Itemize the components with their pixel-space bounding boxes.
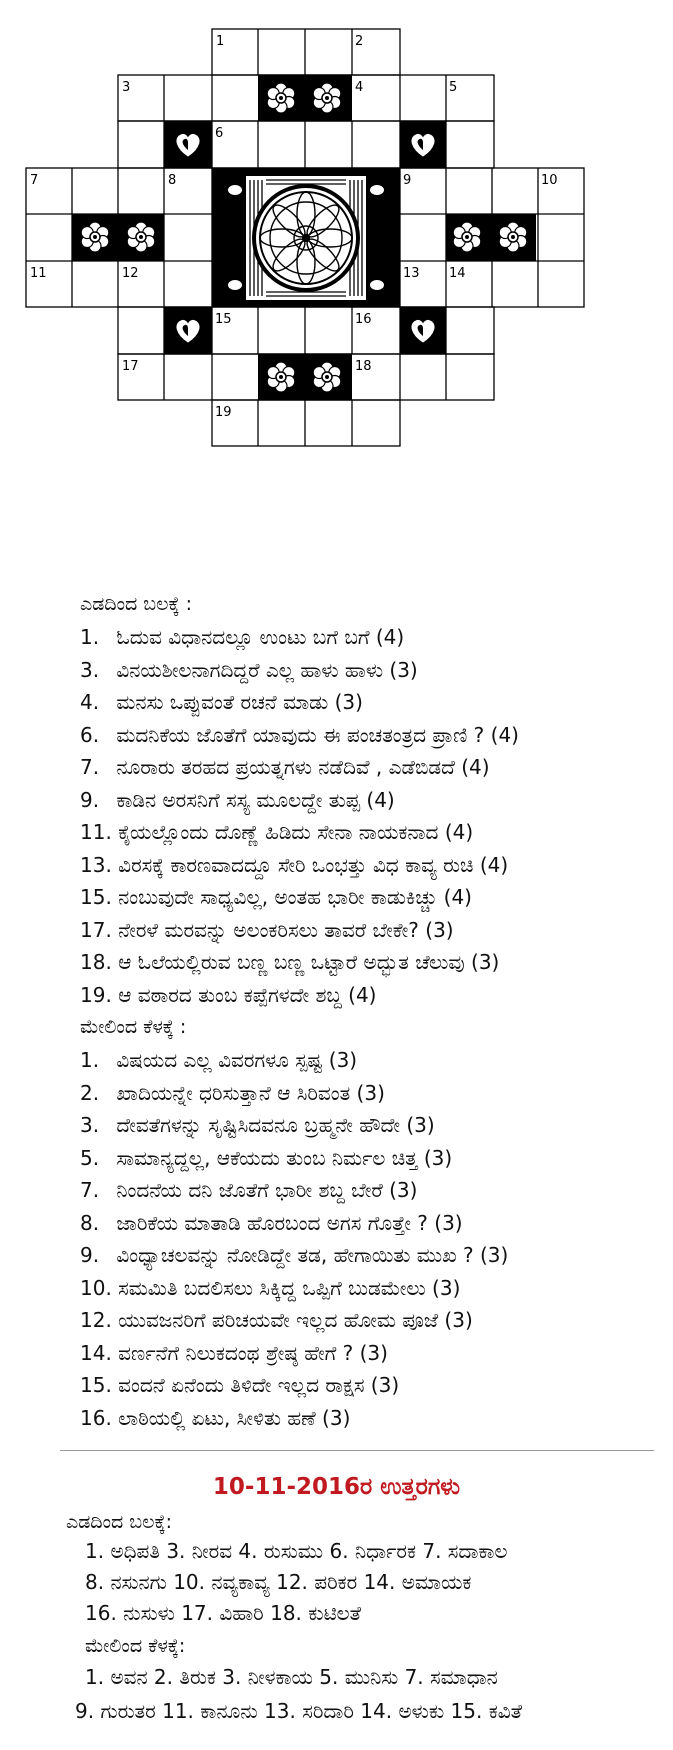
answers-line: 1. ಅಧಿಪತಿ 3. ನೀರವ 4. ರುಸುಮು 6. ನಿರ್ಧಾರಕ 7. ಸದಾಕಾಲ — [85, 1539, 508, 1563]
cell-number-2: 2 — [355, 34, 364, 49]
cell-number-6: 6 — [215, 126, 224, 141]
answers-line: 16. ನುಸುಳು 17. ವಿಹಾರಿ 18. ಕುಟಿಲತೆ — [85, 1601, 362, 1625]
cell-number-8: 8 — [168, 173, 177, 188]
divider — [60, 1450, 654, 1451]
answers-down-heading: ಮೇಲಿಂದ ಕೆಳಕ್ಕೆ: — [85, 1635, 186, 1657]
cell-number-15: 15 — [215, 312, 232, 327]
down-clue: 2. ಖಾದಿಯನ್ನೇ ಧರಿಸುತ್ತಾನೆ ಆ ಸಿರಿವಂತ (3) — [80, 1080, 385, 1105]
across-clue: 1. ಓದುವ ವಿಧಾನದಲ್ಲೂ ಉಂಟು ಬಗೆ ಬಗೆ (4) — [80, 625, 405, 649]
across-clue: 4. ಮನಸು ಒಪ್ಪುವಂತೆ ರಚನೆ ಮಾಡು (3) — [80, 690, 363, 714]
cell-number-14: 14 — [449, 266, 466, 281]
cell-number-13: 13 — [403, 266, 420, 281]
cell-number-11: 11 — [30, 266, 47, 281]
across-clue: 13. ವಿರಸಕ್ಕೆ ಕಾರಣವಾದದ್ದೂ ಸೇರಿ ಒಂಭತ್ತು ವಿಧ ಕಾವ್ಯ ರುಚಿ (4) — [80, 852, 509, 877]
down-clue: 15. ವಂದನೆ ಏನೆಂದು ತಿಳಿದೇ ಇಲ್ಲದ ರಾಕ್ಷಸ (3) — [80, 1373, 400, 1397]
cell-number-1: 1 — [216, 34, 225, 49]
clues-section — [80, 588, 660, 1434]
across-clue: 6. ಮದನಿಕೆಯ ಜೊತೆಗೆ ಯಾವುದು ಈ ಪಂಚತಂತ್ರದ ಪ್ರಾಣಿ ? (4) — [80, 722, 519, 747]
down-clue: 12. ಯುವಜನರಿಗೆ ಪರಿಚಯವೇ ಇಲ್ಲದ ಹೋಮ ಪೂಜೆ (3) — [80, 1308, 473, 1332]
across-clue: 19. ಆ ವಠಾರದ ತುಂಬ ಕಪ್ಪೆಗಳದೇ ಶಬ್ದ (4) — [80, 982, 377, 1007]
across-clue: 18. ಆ ಓಲೆಯಲ್ಲಿರುವ ಬಣ್ಣ ಬಣ್ಣ ಒಟ್ಟಾರೆ ಅದ್ಭುತ ಚೆಲುವು (3) — [80, 950, 500, 974]
across-clue: 17. ನೇರಳೆ ಮರವನ್ನು ಅಲಂಕರಿಸಲು ತಾವರೆ ಬೇಕೇ? (3) — [80, 917, 454, 942]
answers-title: 10-11-2016ರ ಉತ್ತರಗಳು — [212, 1474, 461, 1500]
cell-number-18: 18 — [355, 359, 372, 374]
across-heading: ಎಡದಿಂದ ಬಲಕ್ಕೆ : — [80, 593, 193, 615]
cell-number-10: 10 — [541, 173, 558, 188]
cell-number-7: 7 — [30, 173, 39, 188]
cell-number-12: 12 — [122, 266, 139, 281]
cell-number-19: 19 — [215, 405, 232, 420]
cell-number-4: 4 — [355, 80, 364, 95]
down-clue: 5. ಸಾಮಾನ್ಯದ್ದಲ್ಲ, ಆಕೆಯದು ತುಂಬ ನಿರ್ಮಲ ಚಿತ್ತ (3) — [80, 1145, 453, 1170]
answers-line: 8. ನಸುನಗು 10. ನವ್ಯಕಾವ್ಯ 12. ಪರಿಕರ 14. ಅಮಾಯಕ — [85, 1570, 472, 1594]
across-clue: 9. ಕಾಡಿನ ಅರಸನಿಗೆ ಸಸ್ಯ ಮೂಲದ್ದೇ ತುಪ್ಪ (4) — [80, 787, 395, 812]
center-ornament-icon — [228, 176, 384, 300]
cell-number-16: 16 — [355, 312, 372, 327]
down-clue: 10. ಸಮಮಿತಿ ಬದಲಿಸಲು ಸಿಕ್ಕಿದ್ದ ಒಪ್ಪಿಗೆ ಬುಡಮೇಲು (3) — [80, 1275, 461, 1300]
across-clue: 7. ನೂರಾರು ತರಹದ ಪ್ರಯತ್ನಗಳು ನಡೆದಿವೆ , ಎಡೆಬಿಡದೆ (4) — [80, 755, 490, 779]
answers-line: 9. ಗುರುತರ 11. ಕಾನೂನು 13. ಸರಿದಾರಿ 14. ಅಳುಕು 15. ಕವಿತೆ — [75, 1699, 523, 1723]
cell-number-3: 3 — [122, 80, 131, 95]
down-clue: 14. ವರ್ಣನೆಗೆ ನಿಲುಕದಂಥ ಶ್ರೇಷ್ಠ ಹೇಗೆ ? (3) — [80, 1340, 388, 1365]
down-clue: 1. ವಿಷಯದ ಎಲ್ಲ ವಿವರಗಳೂ ಸ್ಪಷ್ಟ (3) — [80, 1048, 358, 1072]
across-clue: 3. ವಿನಯಶೀಲನಾಗದಿದ್ದರೆ ಎಲ್ಲ ಹಾಳು ಹಾಳು (3) — [80, 657, 418, 682]
cell-number-9: 9 — [403, 173, 412, 188]
across-clue: 11. ಕೈಯಲ್ಲೊಂದು ದೊಣ್ಣೆ ಹಿಡಿದು ಸೇನಾ ನಾಯಕನಾದ (4) — [80, 820, 474, 844]
down-clue: 16. ಲಾಠಿಯಲ್ಲಿ ಏಟು, ಸೀಳಿತು ಹಣೆ (3) — [80, 1405, 351, 1430]
down-clue: 7. ನಿಂದನೆಯ ದನಿ ಜೊತೆಗೆ ಭಾರೀ ಶಬ್ದ ಬೇರೆ (3) — [80, 1178, 418, 1202]
cell-number-5: 5 — [449, 80, 458, 95]
cell-number-17: 17 — [122, 359, 139, 374]
down-clue: 8. ಜಾರಿಕೆಯ ಮಾತಾಡಿ ಹೊರಬಂದ ಅಗಸ ಗೊತ್ತೇ ? (3) — [80, 1210, 463, 1235]
down-clue: 9. ವಿಂಧ್ಯಾಚಲವನ್ನು ನೋಡಿದ್ದೇ ತಡ, ಹೇಗಾಯಿತು ಮುಖ ? (3) — [80, 1243, 509, 1267]
down-heading: ಮೇಲಿಂದ ಕೆಳಕ್ಕೆ : — [80, 1016, 187, 1038]
answers-across-heading: ಎಡದಿಂದ ಬಲಕ್ಕೆ: — [66, 1511, 172, 1533]
answers-line: 1. ಅವನ 2. ತಿರುಕ 3. ನೀಳಕಾಯ 5. ಮುನಿಸು 7. ಸಮಾಧಾನ — [85, 1665, 498, 1689]
crossword-grid — [0, 0, 673, 500]
down-clue: 3. ದೇವತೆಗಳನ್ನು ಸೃಷ್ಟಿಸಿದವನೂ ಬ್ರಹ್ಮನೇ ಹೌದೇ (3) — [80, 1113, 435, 1137]
across-clue: 15. ನಂಬುವುದೇ ಸಾಧ್ಯವಿಲ್ಲ, ಅಂತಹ ಭಾರೀ ಕಾಡುಕಿಚ್ಚು (4) — [80, 885, 472, 909]
